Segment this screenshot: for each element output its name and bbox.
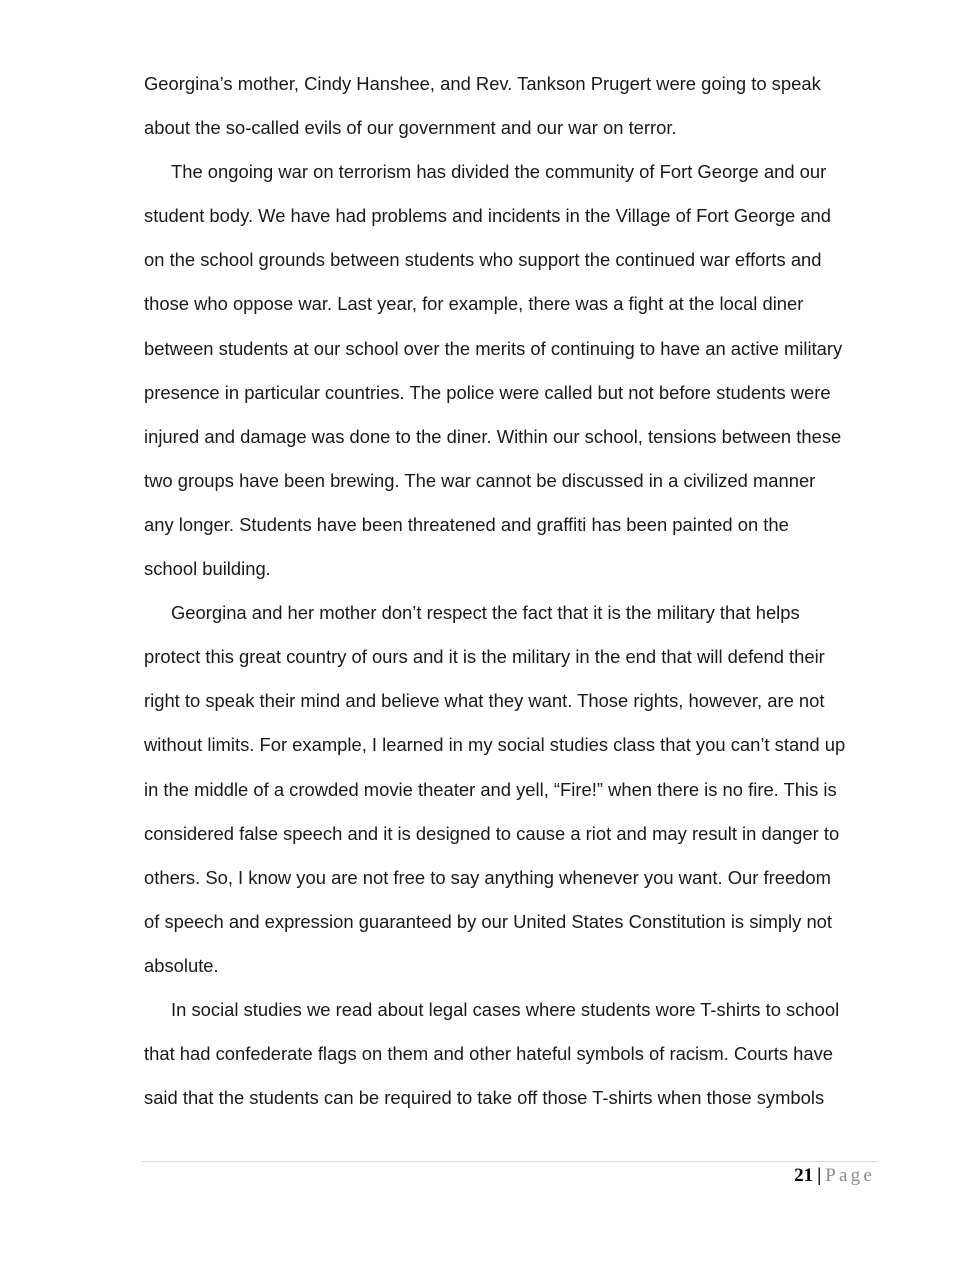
text-line: in the middle of a crowded movie theater and yell, “Fire!” when there is no fire. This is — [144, 778, 837, 800]
text-line: injured and damage was done to the diner. Within our school, tensions between these — [144, 425, 842, 447]
page-number: 21 — [794, 1165, 814, 1186]
text-line: about the so-called evils of our government and our war on terror. — [144, 117, 677, 139]
body-text — [144, 62, 884, 1120]
page-label: Page — [825, 1165, 875, 1186]
text-line: of speech and expression guaranteed by our United States Constitution is simply not — [144, 910, 833, 932]
page-separator: | — [817, 1165, 822, 1186]
text-line: school building. — [144, 558, 271, 580]
text-line: presence in particular countries. The police were called but not before students were — [144, 381, 831, 403]
paragraph-first-line: Georgina and her mother don’t respect the fact that it is the military that helps — [171, 602, 800, 624]
text-line: between students at our school over the merits of continuing to have an active military — [144, 337, 843, 359]
footer-divider — [142, 1161, 878, 1162]
text-line: those who oppose war. Last year, for example, there was a fight at the local diner — [144, 293, 804, 315]
text-line: others. So, I know you are not free to say anything whenever you want. Our freedom — [144, 866, 831, 888]
paragraph-first-line: The ongoing war on terrorism has divided the community of Fort George and our — [171, 161, 827, 183]
text-line: that had confederate flags on them and other hateful symbols of racism. Courts have — [144, 1043, 834, 1065]
text-line: right to speak their mind and believe what they want. Those rights, however, are not — [144, 690, 825, 712]
text-line: student body. We have had problems and incidents in the Village of Fort George and — [144, 205, 832, 227]
text-line: without limits. For example, I learned in my social studies class that you can’t stand up — [144, 734, 846, 756]
text-line: any longer. Students have been threatened and graffiti has been painted on the — [144, 513, 789, 535]
text-line: protect this great country of ours and it is the military in the end that will defend their — [144, 646, 825, 668]
page-footer — [794, 1163, 875, 1189]
text-line: Georgina’s mother, Cindy Hanshee, and Rev. Tankson Prugert were going to speak — [144, 73, 821, 94]
text-line: said that the students can be required to take off those T-shirts when those symbols — [144, 1087, 825, 1109]
text-line: absolute. — [144, 954, 219, 976]
text-line: on the school grounds between students who support the continued war efforts and — [144, 249, 822, 271]
text-line: two groups have been brewing. The war cannot be discussed in a civilized manner — [144, 469, 816, 491]
paragraph-first-line: In social studies we read about legal cases where students wore T-shirts to school — [171, 998, 840, 1020]
text-line: considered false speech and it is designed to cause a riot and may result in danger to — [144, 822, 840, 844]
